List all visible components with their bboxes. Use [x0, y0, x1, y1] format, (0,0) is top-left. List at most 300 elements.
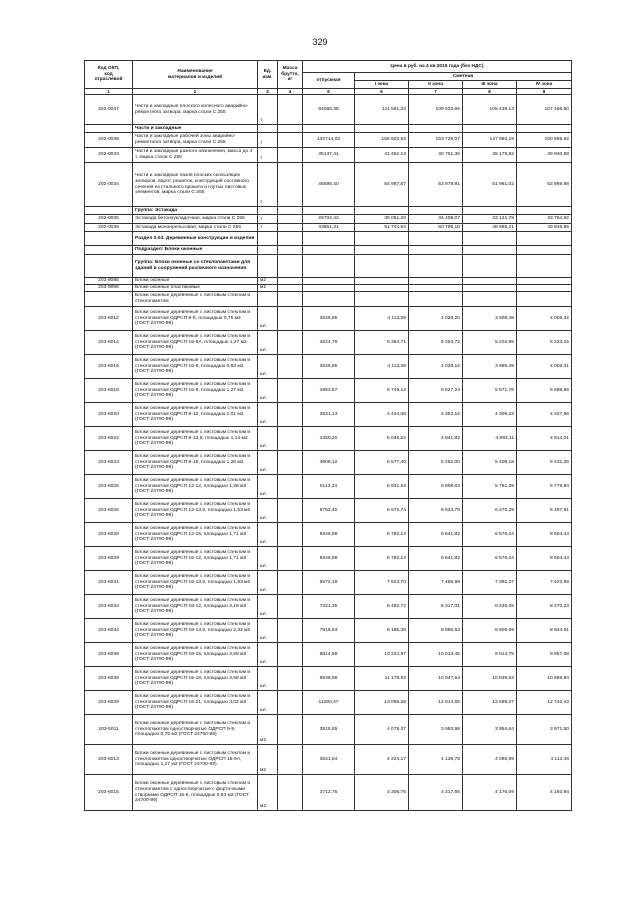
cell-code: 202-0037 [85, 95, 133, 125]
cell-mass [278, 745, 303, 775]
cell-unit [258, 125, 278, 133]
cell-code: 202-0035 [85, 215, 133, 224]
cell-zone1-price [355, 125, 409, 133]
table-row [85, 745, 572, 775]
table-row [85, 595, 572, 619]
cell-name: Блоки оконные деревянные с листовым стеклом и стеклопакетом ОДРСП 12-15, площадью 1,71 м2 (ГОСТ 24700-99) [133, 523, 258, 547]
cell-zone3-price [463, 125, 517, 133]
cell-zone3-price: 6 576,34 [463, 523, 517, 547]
cell-zone2-price: 10 947,54 [409, 667, 463, 691]
cell-zone2-price [409, 255, 463, 278]
cell-zone1-price [355, 232, 409, 246]
cell-unit: шт. [258, 523, 278, 547]
table-row [85, 95, 572, 125]
cell-name: Блоки оконные деревянные с листовым стеклом и стеклопакетом ОДРСП 15-9А, площадью 1,27 м2 (ГОСТ 24700-99) [133, 331, 258, 355]
cell-release-price: 43851,31 [303, 224, 355, 232]
cell-mass [278, 523, 303, 547]
cell-code: 203-6028 [85, 523, 133, 547]
cell-zone4-price: 49 845,65 [517, 224, 572, 232]
cell-zone3-price: 10 839,63 [463, 667, 517, 691]
cell-zone1-price: 5 749,12 [355, 379, 409, 403]
table-row [85, 163, 572, 207]
cell-code: 202-0038 [85, 133, 133, 148]
table-row [85, 307, 572, 331]
cell-zone4-price [517, 285, 572, 292]
cell-zone1-price: 4 113,29 [355, 307, 409, 331]
cell-unit: шт. [258, 331, 278, 355]
cell-code: 203-6015 [85, 775, 133, 811]
cell-zone3-price [463, 292, 517, 307]
cell-zone2-price: 50 795,10 [409, 224, 463, 232]
cell-zone1-price: 5 577,40 [355, 451, 409, 475]
header-price-title: Цена в руб. на 4 кв 2015 года (без НДС) [303, 61, 572, 73]
cell-zone2-price: 6 641,82 [409, 547, 463, 571]
table-body [85, 95, 572, 811]
cell-zone1-price: 6 782,13 [355, 547, 409, 571]
cell-zone2-price: 34 408,07 [409, 215, 463, 224]
cell-zone1-price: 10 224,97 [355, 643, 409, 667]
cell-mass [278, 595, 303, 619]
page-number: 329 [312, 37, 328, 47]
cell-zone4-price: 4 113,49 [517, 745, 572, 775]
cell-zone2-price: 53 978,91 [409, 163, 463, 207]
cell-unit: м2 [258, 285, 278, 292]
cell-zone4-price: 6 604,43 [517, 547, 572, 571]
cell-zone3-price: 8 235,05 [463, 595, 517, 619]
cell-zone4-price: 10 885,94 [517, 667, 572, 691]
cell-name: Блоки оконные деревянные с листовым стеклом и стеклопакетом ОДРСП 9-12, площадью 1,01 м2 (ГОСТ 24700-99) [133, 403, 258, 427]
cell-code: 202-0036 [85, 224, 133, 232]
header-zone-3: III зона [463, 81, 517, 89]
table-row [85, 643, 572, 667]
cell-unit [258, 232, 278, 246]
header-smeta: Сметная [355, 73, 572, 81]
cell-release-price: 3712,75 [303, 775, 355, 811]
cell-zone2-price: 4 941,82 [409, 427, 463, 451]
cell-mass [278, 207, 303, 215]
cell-zone3-price: 33 121,79 [463, 215, 517, 224]
cell-code [85, 255, 133, 278]
cell-release-price: 4808,12 [303, 451, 355, 475]
cell-zone1-price: 13 085,28 [355, 691, 409, 715]
cell-mass [278, 255, 303, 278]
cell-zone4-price: 52 969,98 [517, 163, 572, 207]
cell-release-price: 6572,18 [303, 571, 355, 595]
cell-zone2-price [409, 207, 463, 215]
cell-name: Блоки оконные деревянные с листовым стеклом и стеклопакетом ОДРСП 15-18, площадью 2,58 м2 (ГОСТ 24700-99) [133, 667, 258, 691]
cell-zone2-price: 3 993,98 [409, 715, 463, 745]
cell-name: Блоки оконные деревянные с листовым стеклом и стеклопакетом одностворчатые ОДРСП 15-9А, площадью 1,27 м2 (ГОСТ 24700-99) [133, 745, 258, 775]
cell-release-price [303, 207, 355, 215]
cell-zone3-price: 105 439,13 [463, 95, 517, 125]
cell-zone1-price: 54 987,87 [355, 163, 409, 207]
cell-release-price [303, 125, 355, 133]
cell-mass [278, 427, 303, 451]
cell-unit: т [258, 215, 278, 224]
colnum-1: 1 [85, 89, 133, 95]
cell-release-price [303, 285, 355, 292]
cell-zone3-price: 6 470,29 [463, 499, 517, 523]
cell-zone3-price: 9 914,75 [463, 643, 517, 667]
cell-zone1-price: 6 672,74 [355, 499, 409, 523]
cell-zone4-price: 3 971,50 [517, 715, 572, 745]
cell-zone4-price: 4 327,66 [517, 403, 572, 427]
cell-zone4-price [517, 292, 572, 307]
cell-zone4-price [517, 246, 572, 255]
cell-unit: м2 [258, 278, 278, 285]
cell-code [85, 125, 133, 133]
cell-zone4-price: 12 742,43 [517, 691, 572, 715]
cell-release-price: 7918,64 [303, 619, 355, 643]
cell-name: Части и закладные [133, 125, 258, 133]
cell-mass [278, 331, 303, 355]
cell-name: Подраздел: Блоки оконные [133, 246, 258, 255]
header-zone-2: II зона [409, 81, 463, 89]
cell-mass [278, 451, 303, 475]
table-row [85, 499, 572, 523]
cell-zone1-price: 51 744,54 [355, 224, 409, 232]
cell-mass [278, 278, 303, 285]
cell-zone2-price: 12 814,55 [409, 691, 463, 715]
section-row [85, 125, 572, 133]
cell-zone1-price [355, 246, 409, 255]
cell-zone4-price: 4 193,94 [517, 775, 572, 811]
cell-zone1-price: 156 602,53 [355, 133, 409, 148]
cell-unit: шт. [258, 595, 278, 619]
cell-zone2-price: 8 317,01 [409, 595, 463, 619]
cell-name: Части и закладные пазов плоских скользящих затворов, ворот, решеток, конструкций составного сечения из стального проката и гнутых листовых элементов, марка стали С 255 [133, 163, 258, 207]
cell-unit: м2 [258, 775, 278, 811]
cell-zone3-price [463, 246, 517, 255]
header-unit: Ед. изм. [258, 61, 278, 89]
colnum-3: 3 [258, 89, 278, 95]
cell-zone2-price [409, 232, 463, 246]
cell-code: 203-9095 [85, 278, 133, 285]
cell-zone4-price: 150 855,62 [517, 133, 572, 148]
table-row [85, 215, 572, 224]
cell-zone2-price: 10 013,45 [409, 643, 463, 667]
table-row [85, 133, 572, 148]
cell-release-price: 4624,76 [303, 331, 355, 355]
cell-unit: м2 [258, 745, 278, 775]
cell-zone4-price: 8 944,91 [517, 619, 572, 643]
price-table [84, 60, 572, 811]
cell-zone2-price: 7 465,98 [409, 571, 463, 595]
cell-name: Раздел 2.03. Деревянные конструкции и изделия [133, 232, 258, 246]
cell-mass [278, 499, 303, 523]
colnum-9: 9 [517, 89, 572, 95]
cell-release-price: 29704,42 [303, 215, 355, 224]
cell-release-price: 3545,95 [303, 307, 355, 331]
cell-zone3-price: 5 751,39 [463, 475, 517, 499]
cell-zone2-price [409, 125, 463, 133]
cell-release-price [303, 255, 355, 278]
cell-zone2-price: 5 462,00 [409, 451, 463, 475]
cell-unit: шт. [258, 691, 278, 715]
cell-code: 203-6012 [85, 307, 133, 331]
cell-zone3-price [463, 278, 517, 285]
table-row [85, 403, 572, 427]
cell-unit [258, 255, 278, 278]
cell-name: Части и закладные разного назначения, масса до 4 т, марка стали С 255 [133, 148, 258, 163]
cell-zone4-price: 8 270,23 [517, 595, 572, 619]
cell-name: Блоки оконные пластиковые [133, 285, 258, 292]
cell-zone3-price: 6 576,34 [463, 547, 517, 571]
cell-zone1-price: 4 224,17 [355, 745, 409, 775]
cell-zone2-price: 8 995,53 [409, 619, 463, 643]
cell-mass [278, 95, 303, 125]
cell-mass [278, 691, 303, 715]
cell-zone1-price: 41 462,13 [355, 148, 409, 163]
cell-zone2-price [409, 292, 463, 307]
cell-code [85, 207, 133, 215]
cell-mass [278, 619, 303, 643]
cell-code: 203-6029 [85, 547, 133, 571]
cell-zone3-price: 3 954,64 [463, 715, 517, 745]
cell-name: Части и закладные плоского колесного аварийно-ремонтного затвора, марка стали С 255 [133, 95, 258, 125]
cell-name: Блоки оконные [133, 278, 258, 285]
cell-unit: шт. [258, 427, 278, 451]
cell-unit: шт. [258, 379, 278, 403]
cell-release-price: 94060,38 [303, 95, 355, 125]
cell-name: Блоки оконные деревянные с листовым стеклом и стеклопакетом ОДРСП 12-12, площадью 1,36 м2 (ГОСТ 24700-99) [133, 475, 258, 499]
cell-zone4-price [517, 125, 572, 133]
cell-zone1-price: 35 051,20 [355, 215, 409, 224]
table-row [85, 148, 572, 163]
cell-mass [278, 643, 303, 667]
cell-name: Блоки оконные деревянные с листовым стеклом и стеклопакетом ОДРСП 15-12, площадью 1,71 м2 (ГОСТ 24700-99) [133, 547, 258, 571]
cell-zone1-price: 4 444,08 [355, 403, 409, 427]
cell-unit: шт. [258, 499, 278, 523]
section-row [85, 255, 572, 278]
cell-name: Части и закладные рабочей зоны аварийно-ремонтного затвора, марка стали С 255 [133, 133, 258, 148]
cell-zone2-price: 4 352,16 [409, 403, 463, 427]
cell-zone3-price [463, 232, 517, 246]
colnum-5: 6 [303, 89, 355, 95]
cell-zone3-price: 5 408,18 [463, 451, 517, 475]
cell-zone2-price [409, 285, 463, 292]
cell-release-price [303, 292, 355, 307]
cell-unit: т [258, 95, 278, 125]
cell-zone4-price [517, 207, 572, 215]
cell-code: 203-6032 [85, 595, 133, 619]
header-zone-4: IV зона [517, 81, 572, 89]
cell-zone1-price: 4 306,76 [355, 775, 409, 811]
cell-zone3-price: 51 961,02 [463, 163, 517, 207]
cell-release-price: 3641,54 [303, 745, 355, 775]
cell-code: 203-6016 [85, 355, 133, 379]
table-row [85, 691, 572, 715]
table-row [85, 331, 572, 355]
table-row [85, 278, 572, 285]
table-row [85, 355, 572, 379]
section-row [85, 246, 572, 255]
cell-zone4-price: 6 497,91 [517, 499, 572, 523]
cell-mass [278, 125, 303, 133]
cell-zone4-price [517, 278, 572, 285]
cell-mass [278, 715, 303, 745]
cell-release-price: 5846,68 [303, 523, 355, 547]
cell-name: Группа: Блоки оконные со стеклопакетами для зданий и сооружений различного назначения [133, 255, 258, 278]
cell-zone1-price: 5 364,71 [355, 331, 409, 355]
cell-unit: шт. [258, 571, 278, 595]
cell-name: Группа: Эстакада [133, 207, 258, 215]
cell-release-price: 3831,13 [303, 403, 355, 427]
cell-mass [278, 148, 303, 163]
table-row [85, 292, 572, 307]
cell-zone1-price: 8 492,72 [355, 595, 409, 619]
cell-name: Блоки оконные деревянные с листовым стеклом и стеклопакетом с одностворчатые с форточными створками ОДРСП 15-6, площадью 0,83 м2 (ГОСТ 24700-99) [133, 775, 258, 811]
colnum-8: 8 [463, 89, 517, 95]
cell-mass [278, 667, 303, 691]
cell-zone3-price: 48 896,21 [463, 224, 517, 232]
cell-mass [278, 775, 303, 811]
cell-zone2-price [409, 246, 463, 255]
cell-code: 203-6022 [85, 427, 133, 451]
cell-code: 203-6031 [85, 571, 133, 595]
cell-unit: шт. [258, 403, 278, 427]
colnum-6: 6 [355, 89, 409, 95]
cell-name: Блоки оконные деревянные с листовым стеклом и стеклопакетом ОДРСП 18-13,5, площадью 2,32 м2 (ГОСТ 24700-99) [133, 619, 258, 643]
cell-unit: шт. [258, 307, 278, 331]
cell-name: Блоки оконные деревянные с листовым стеклом и стеклопакетом ОДРСП 9-13,5, площадью 1,14 м2 (ГОСТ 24700-99) [133, 427, 258, 451]
cell-release-price: 3545,95 [303, 355, 355, 379]
cell-unit [258, 246, 278, 255]
cell-zone4-price: 4 005,32 [517, 307, 572, 331]
cell-zone3-price: 4 095,99 [463, 745, 517, 775]
cell-mass [278, 232, 303, 246]
cell-zone4-price: 6 604,43 [517, 523, 572, 547]
cell-zone2-price: 5 808,63 [409, 475, 463, 499]
table-row [85, 667, 572, 691]
cell-mass [278, 285, 303, 292]
cell-unit: т [258, 163, 278, 207]
table-row [85, 475, 572, 499]
cell-zone1-price [355, 207, 409, 215]
cell-mass [278, 246, 303, 255]
cell-zone3-price: 147 982,19 [463, 133, 517, 148]
header-mass: Масса брутто, кг [278, 61, 303, 89]
cell-zone3-price [463, 207, 517, 215]
cell-zone4-price: 9 957,08 [517, 643, 572, 667]
cell-release-price: 46598,40 [303, 163, 355, 207]
cell-unit: шт. [258, 547, 278, 571]
cell-mass [278, 547, 303, 571]
cell-zone3-price: 39 179,82 [463, 148, 517, 163]
cell-zone2-price: 6 534,70 [409, 499, 463, 523]
cell-zone1-price [355, 292, 409, 307]
table-row [85, 523, 572, 547]
cell-zone4-price: 7 423,99 [517, 571, 572, 595]
cell-release-price: 5752,40 [303, 499, 355, 523]
cell-zone4-price: 39 940,58 [517, 148, 572, 163]
cell-code: 203-6038 [85, 667, 133, 691]
cell-zone1-price: 5 046,22 [355, 427, 409, 451]
cell-release-price: 5113,24 [303, 475, 355, 499]
cell-zone1-price: 11 178,93 [355, 667, 409, 691]
cell-release-price [303, 232, 355, 246]
cell-zone3-price: 4 893,11 [463, 427, 517, 451]
cell-code: 203-6020 [85, 403, 133, 427]
header-release: отпускная [303, 73, 355, 89]
cell-zone2-price: 153 729,07 [409, 133, 463, 148]
table-row [85, 571, 572, 595]
cell-zone4-price [517, 255, 572, 278]
cell-zone4-price: 5 775,94 [517, 475, 572, 499]
table-row [85, 379, 572, 403]
cell-zone3-price: 5 571,76 [463, 379, 517, 403]
cell-zone2-price: 5 627,24 [409, 379, 463, 403]
cell-zone3-price: 3 908,48 [463, 307, 517, 331]
cell-unit: т [258, 133, 278, 148]
cell-zone3-price: 4 309,23 [463, 403, 517, 427]
cell-zone2-price: 5 253,72 [409, 331, 463, 355]
cell-zone3-price: 5 204,95 [463, 331, 517, 355]
cell-code: 203-6034 [85, 619, 133, 643]
cell-code: 203-6014 [85, 331, 133, 355]
table-row [85, 619, 572, 643]
cell-zone2-price: 4 217,66 [409, 775, 463, 811]
cell-name: Блоки оконные деревянные с листовым стеклом и стеклопакетом ОДРСП 15-9, площадью 1,27 м2 (ГОСТ 24700-99) [133, 379, 258, 403]
cell-zone2-price: 4 026,20 [409, 307, 463, 331]
cell-mass [278, 355, 303, 379]
table-row [85, 285, 572, 292]
cell-unit: т [258, 224, 278, 232]
cell-zone4-price: 4 914,01 [517, 427, 572, 451]
cell-name: Блоки оконные деревянные с листовым стеклом и стеклопакетом ОДРСП 9-9, площадью 0,75 м2 (ГОСТ 24700-99) [133, 307, 258, 331]
cell-zone3-price: 4 176,09 [463, 775, 517, 811]
cell-zone4-price [517, 232, 572, 246]
cell-unit: шт. [258, 355, 278, 379]
cell-zone4-price: 107 486,50 [517, 95, 572, 125]
cell-zone4-price: 4 005,31 [517, 355, 572, 379]
cell-code: 203-6039 [85, 691, 133, 715]
cell-zone2-price: 4 136,78 [409, 745, 463, 775]
cell-zone2-price [409, 278, 463, 285]
cell-zone4-price: 33 764,92 [517, 215, 572, 224]
cell-code: 203-6036 [85, 643, 133, 667]
cell-unit [258, 292, 278, 307]
cell-release-price: 4953,57 [303, 379, 355, 403]
cell-release-price: 35137,41 [303, 148, 355, 163]
colnum-4: 4 [278, 89, 303, 95]
cell-zone3-price: 12 688,27 [463, 691, 517, 715]
cell-code: 202-0034 [85, 163, 133, 207]
cell-mass [278, 475, 303, 499]
cell-code: 203-5011 [85, 715, 133, 745]
cell-code [85, 292, 133, 307]
cell-zone1-price: 111 581,23 [355, 95, 409, 125]
cell-mass [278, 403, 303, 427]
cell-release-price [303, 246, 355, 255]
cell-code: 203-6026 [85, 499, 133, 523]
table-row [85, 451, 572, 475]
section-row [85, 232, 572, 246]
cell-code: 203-6023 [85, 451, 133, 475]
cell-name: Блоки оконные деревянные с листовым стеклом и стеклопакетом ОДРСП 18-15, площадью 2,59 м2 (ГОСТ 24700-99) [133, 643, 258, 667]
cell-unit: шт. [258, 643, 278, 667]
section-row [85, 207, 572, 215]
cell-name: Блоки оконные деревянные с листовым стеклом и стеклопакетом ОДРСП 15-6, площадью 0,83 м2 (ГОСТ 24700-99) [133, 355, 258, 379]
cell-zone1-price [355, 285, 409, 292]
cell-zone1-price: 5 931,53 [355, 475, 409, 499]
cell-zone1-price: 4 078,37 [355, 715, 409, 745]
cell-code: 202-0033 [85, 148, 133, 163]
cell-release-price: 5846,68 [303, 547, 355, 571]
cell-zone3-price [463, 285, 517, 292]
cell-release-price [303, 278, 355, 285]
cell-name: Блоки оконные деревянные с листовым стеклом и стеклопакетом ОДРСП 15-21, площадью 3,02 м2 (ГОСТ 24700-99) [133, 691, 258, 715]
